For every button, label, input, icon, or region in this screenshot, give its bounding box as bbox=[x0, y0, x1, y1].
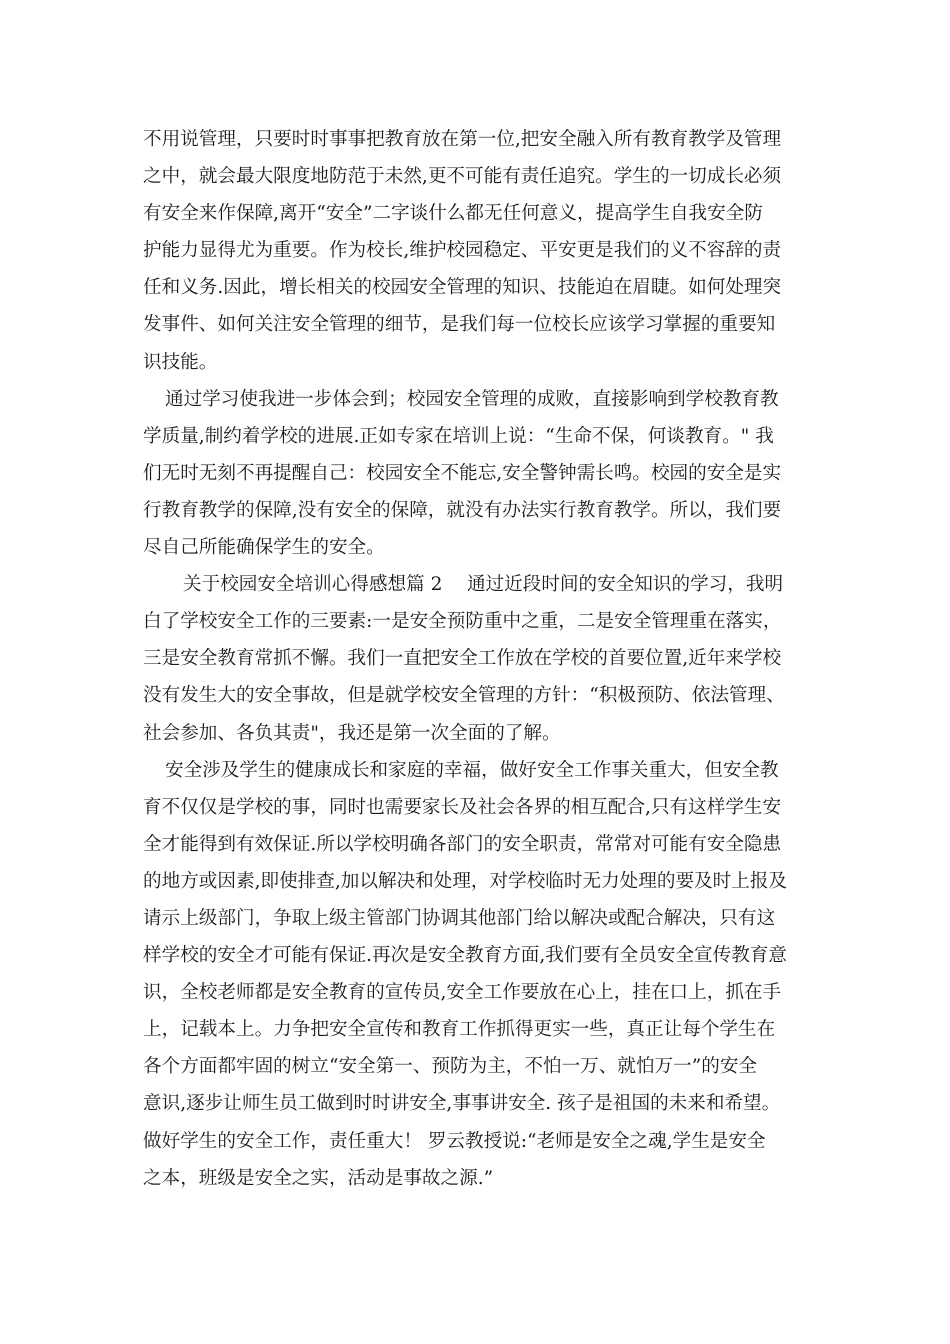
paragraph-line: 识，全校老师都是安全教育的宣传员,安全工作要放在心上，挂在口上，抓在手 bbox=[143, 982, 782, 1004]
paragraph-line: 没有发生大的安全事故，但是就学校安全管理的方针：“积极预防、依法管理、 bbox=[143, 685, 785, 707]
paragraph-line: 识技能。 bbox=[143, 351, 218, 373]
paragraph-line: 尽自己所能确保学生的安全。 bbox=[143, 537, 385, 559]
paragraph-4 bbox=[143, 752, 843, 1197]
paragraph-line: 全才能得到有效保证.所以学校明确各部门的安全职责，常常对可能有安全隐患 bbox=[143, 833, 782, 855]
paragraph-line: 意识,逐步让师生员工做到时时讲安全,事事讲安全. 孩子是祖国的未来和希望。 bbox=[143, 1093, 781, 1115]
paragraph-3 bbox=[143, 566, 843, 751]
paragraph-line: 社会参加、各负其责"，我还是第一次全面的了解。 bbox=[143, 722, 561, 744]
paragraph-line: 学质量,制约着学校的进展.正如专家在培训上说：“生命不保，何谈教育。" 我 bbox=[143, 425, 774, 447]
paragraph-1 bbox=[143, 121, 843, 381]
paragraph-line: 白了学校安全工作的三要素:一是安全预防重中之重，二是安全管理重在落实， bbox=[143, 611, 782, 633]
section-heading-line: 关于校园安全培训心得感想篇 2 通过近段时间的安全知识的学习，我明 bbox=[183, 574, 784, 596]
paragraph-2 bbox=[143, 381, 843, 566]
paragraph-line: 发事件、如何关注安全管理的细节，是我们每一位校长应该学习掌握的重要知 bbox=[143, 314, 776, 336]
paragraph-line: 行教育教学的保障,没有安全的保障，就没有办法实行教育教学。所以，我们要 bbox=[143, 499, 782, 521]
paragraph-line: 们无时无刻不再提醒自己：校园安全不能忘,安全警钟需长鸣。校园的安全是实 bbox=[143, 462, 782, 484]
paragraph-line: 样学校的安全才可能有保证.再次是安全教育方面,我们要有全员安全宣传教育意 bbox=[143, 945, 788, 967]
paragraph-line: 各个方面都牢固的树立“安全第一、预防为主，不怕一万、就怕万一”的安全 bbox=[143, 1056, 758, 1078]
paragraph-line: 有安全来作保障,离开“安全”二字谈什么都无任何意义，提高学生自我安全防 bbox=[143, 203, 763, 225]
paragraph-line: 安全涉及学生的健康成长和家庭的幸福，做好安全工作事关重大，但安全教 bbox=[165, 759, 779, 781]
paragraph-line: 任和义务.因此，增长相关的校园安全管理的知识、技能迫在眉睫。如何处理突 bbox=[143, 277, 782, 299]
paragraph-line: 之中，就会最大限度地防范于未然,更不可能有责任追究。学生的一切成长必须 bbox=[143, 166, 782, 188]
paragraph-line: 上，记载本上。力争把安全宣传和教育工作抓得更实一些，真正让每个学生在 bbox=[143, 1019, 776, 1041]
paragraph-line: 之本，班级是安全之实，活动是事故之源.” bbox=[143, 1167, 494, 1189]
paragraph-line: 的地方或因素,即使排查,加以解决和处理，对学校临时无力处理的要及时上报及 bbox=[143, 870, 788, 892]
paragraph-line: 做好学生的安全工作，责任重大！ 罗云教授说:“老师是安全之魂,学生是安全 bbox=[143, 1130, 766, 1152]
paragraph-line: 请示上级部门，争取上级主管部门协调其他部门给以解决或配合解决，只有这 bbox=[143, 907, 776, 929]
paragraph-line: 三是安全教育常抓不懈。我们一直把安全工作放在学校的首要位置,近年来学校 bbox=[143, 648, 782, 670]
paragraph-line: 育不仅仅是学校的事，同时也需要家长及社会各界的相互配合,只有这样学生安 bbox=[143, 796, 782, 818]
document-body bbox=[143, 121, 843, 1197]
paragraph-line: 护能力显得尤为重要。作为校长,维护校园稳定、平安更是我们的义不容辞的责 bbox=[143, 240, 782, 262]
paragraph-line: 通过学习使我进一步体会到；校园安全管理的成败，直接影响到学校教育教 bbox=[165, 388, 779, 410]
paragraph-line: 不用说管理，只要时时事事把教育放在第一位,把安全融入所有教育教学及管理 bbox=[143, 129, 782, 150]
